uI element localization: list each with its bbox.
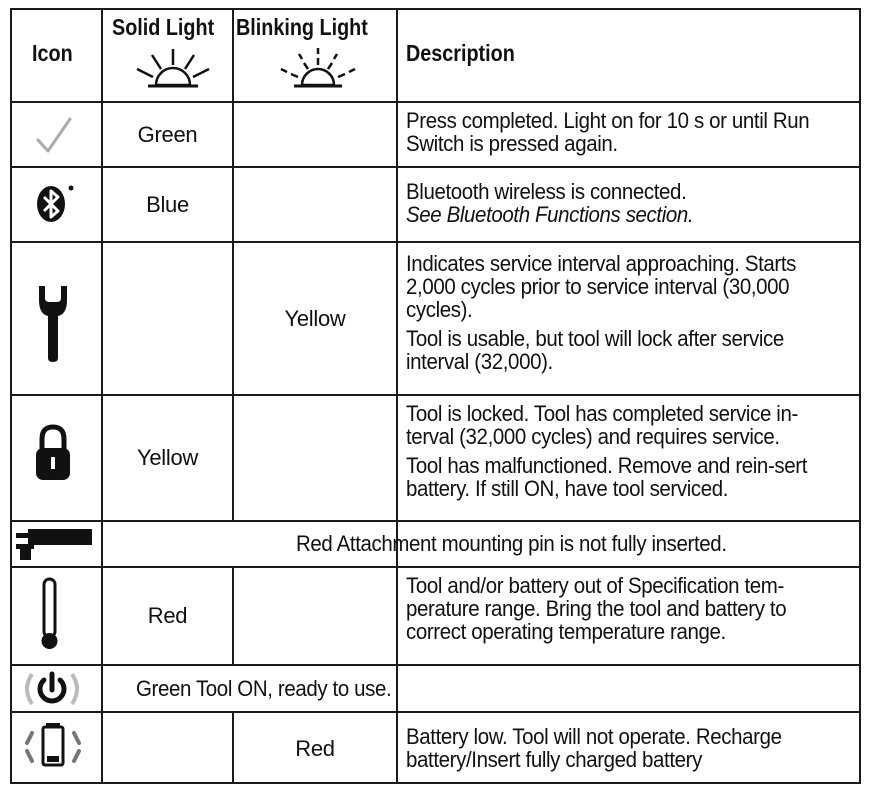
row-2-solid: Blue [146,191,189,217]
row-7-span-text: Green Tool ON, ready to use. [136,676,392,701]
header-icon: Icon [32,40,73,66]
thermometer-icon [38,576,62,652]
row-1-solid: Green [137,121,198,147]
header-description: Description [406,40,515,66]
attachment-pin-icon [14,527,94,561]
light-blinking-icon [278,45,358,93]
row-6-solid: Red [147,603,188,629]
row-divider [10,520,861,522]
power-icon [20,670,84,708]
row-divider [10,241,861,243]
row-6-description [406,574,843,643]
light-solid-icon [134,47,212,93]
row-4-solid: Yellow [137,445,198,471]
row-8-blinking: Red [295,735,335,761]
row-divider [10,664,861,666]
description-text: Tool is locked. Tool has completed service in-terval (32,000 cycles) and requires service. [406,401,798,449]
row-8-description [406,725,843,771]
header-solid-light: Solid Light [112,14,215,40]
description-text: Indicates service interval approaching. Starts 2,000 cycles prior to service interval (30,000 cycles). [406,251,797,322]
description-text: Tool and/or battery out of Specification tem-perature range. Bring the tool and battery to correct operating temperature range. [406,573,787,644]
description-italic-text: See Bluetooth Functions section. [406,202,694,227]
row-divider [10,711,861,713]
wrench-icon [36,284,70,364]
description-text: Bluetooth wireless is connected. [406,179,687,204]
description-text: Press completed. Light on for 10 s or until Run Switch is pressed again. [406,108,810,156]
row-4-description [406,402,843,500]
description-text: Battery low. Tool will not operate. Recharge battery/Insert fully charged battery [406,724,782,772]
padlock-icon [33,424,73,482]
bluetooth-icon [33,182,77,226]
row-1-description [406,109,843,155]
description-text: Tool is usable, but tool will lock after service interval (32,000). [406,326,784,374]
row-3-description [406,252,843,373]
description-text: Tool has malfunctioned. Remove and rein-sert battery. If still ON, have tool serviced. [406,453,808,501]
header-blinking-light: Blinking Light [236,14,368,40]
column-divider [396,8,398,784]
column-divider [232,566,234,665]
column-divider [232,8,234,102]
row-2-description [406,180,843,226]
row-5-span-text: Red Attachment mounting pin is not fully inserted. [296,531,727,556]
row-3-blinking: Yellow [284,305,346,331]
battery-low-icon [24,719,82,775]
checkmark-icon [34,116,74,156]
